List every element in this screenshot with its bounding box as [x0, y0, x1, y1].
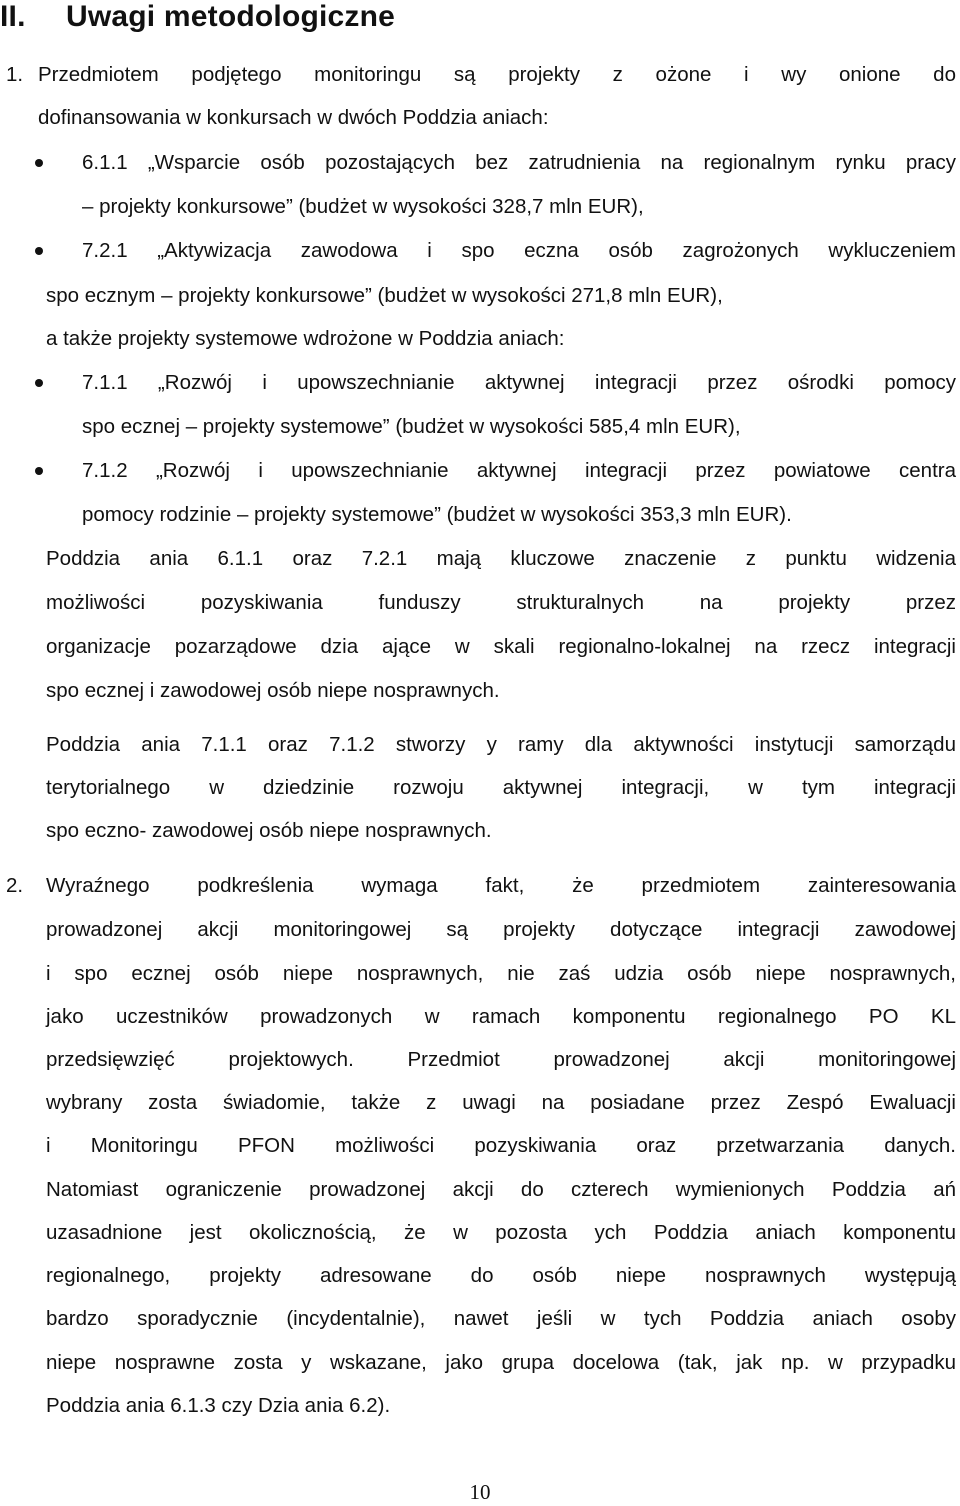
page-number: 10: [469, 1480, 491, 1504]
list-item-line: 7.1.2 „Rozwój i upowszechnianie aktywnej integracji przez powiatowe centra: [82, 459, 956, 482]
paragraph-line: dofinansowania w konkursach w dwóch Poddzia aniach:: [38, 106, 549, 129]
paragraph-line: i spo ecznej osób niepe nosprawnych, nie zaś udzia osób niepe nosprawnych,: [46, 962, 956, 985]
paragraph-line: Wyraźnego podkreślenia wymaga fakt, że przedmiotem zainteresowania: [46, 874, 956, 897]
list-number-2: 2.: [6, 874, 24, 897]
paragraph-line: a także projekty systemowe wdrożone w Poddzia aniach:: [46, 327, 565, 350]
list-item-line: spo ecznym – projekty konkursowe” (budżet w wysokości 271,8 mln EUR),: [46, 284, 723, 307]
paragraph-line: wybrany zosta świadomie, także z uwagi na posiadane przez Zespó Ewaluacji: [46, 1091, 956, 1114]
paragraph-line: Poddzia ania 6.1.1 oraz 7.2.1 mają kluczowe znaczenie z punktu widzenia: [46, 547, 956, 570]
paragraph-line: regionalnego, projekty adresowane do osób niepe nosprawnych występują: [46, 1264, 956, 1287]
bullet-icon: [35, 467, 43, 475]
list-item-line: pomocy rodzinie – projekty systemowe” (budżet w wysokości 353,3 mln EUR).: [82, 503, 792, 526]
bullet-icon: [35, 159, 43, 167]
paragraph-line: Poddzia ania 6.1.3 czy Dzia ania 6.2).: [46, 1394, 391, 1417]
paragraph-line: terytorialnego w dziedzinie rozwoju aktywnej integracji, w tym integracji: [46, 776, 956, 799]
bullet-icon: [35, 247, 43, 255]
section-number: II.: [0, 0, 26, 33]
paragraph-line: i Monitoringu PFON możliwości pozyskiwania oraz przetwarzania danych.: [46, 1134, 956, 1157]
section-heading: [0, 0, 395, 34]
list-number-1: 1.: [6, 63, 24, 86]
list-item-line: 7.1.1 „Rozwój i upowszechnianie aktywnej integracji przez ośrodki pomocy: [82, 371, 956, 394]
paragraph-line: Poddzia ania 7.1.1 oraz 7.1.2 stworzy y ramy dla aktywności instytucji samorządu: [46, 733, 956, 756]
paragraph-line: bardzo sporadycznie (incydentalnie), nawet jeśli w tych Poddzia aniach osoby: [46, 1307, 956, 1330]
paragraph-line: Przedmiotem podjętego monitoringu są projekty z ożone i wy onione do: [38, 63, 956, 86]
paragraph-line: jako uczestników prowadzonych w ramach komponentu regionalnego PO KL: [46, 1005, 956, 1028]
paragraph-line: uzasadnione jest okolicznością, że w pozosta ych Poddzia aniach komponentu: [46, 1221, 956, 1244]
paragraph-line: Natomiast ograniczenie prowadzonej akcji do czterech wymienionych Poddzia ań: [46, 1178, 956, 1201]
paragraph-line: możliwości pozyskiwania funduszy strukturalnych na projekty przez: [46, 591, 956, 614]
section-title: Uwagi metodologiczne: [66, 0, 396, 33]
list-item-line: 6.1.1 „Wsparcie osób pozostających bez zatrudnienia na regionalnym rynku pracy: [82, 151, 956, 174]
list-item-line: spo ecznej – projekty systemowe” (budżet w wysokości 585,4 mln EUR),: [82, 415, 741, 438]
bullet-icon: [35, 379, 43, 387]
paragraph-line: prowadzonej akcji monitoringowej są projekty dotyczące integracji zawodowej: [46, 918, 956, 941]
list-item-line: – projekty konkursowe” (budżet w wysokości 328,7 mln EUR),: [82, 195, 644, 218]
paragraph-line: organizacje pozarządowe dzia ające w skali regionalno-lokalnej na rzecz integracji: [46, 635, 956, 658]
paragraph-line: spo ecznej i zawodowej osób niepe nosprawnych.: [46, 679, 500, 702]
paragraph-line: niepe nosprawne zosta y wskazane, jako grupa docelowa (tak, jak np. w przypadku: [46, 1351, 956, 1374]
paragraph-line: przedsięwzięć projektowych. Przedmiot prowadzonej akcji monitoringowej: [46, 1048, 956, 1071]
paragraph-line: spo eczno- zawodowej osób niepe nosprawnych.: [46, 819, 492, 842]
list-item-line: 7.2.1 „Aktywizacja zawodowa i spo eczna osób zagrożonych wykluczeniem: [82, 239, 956, 262]
